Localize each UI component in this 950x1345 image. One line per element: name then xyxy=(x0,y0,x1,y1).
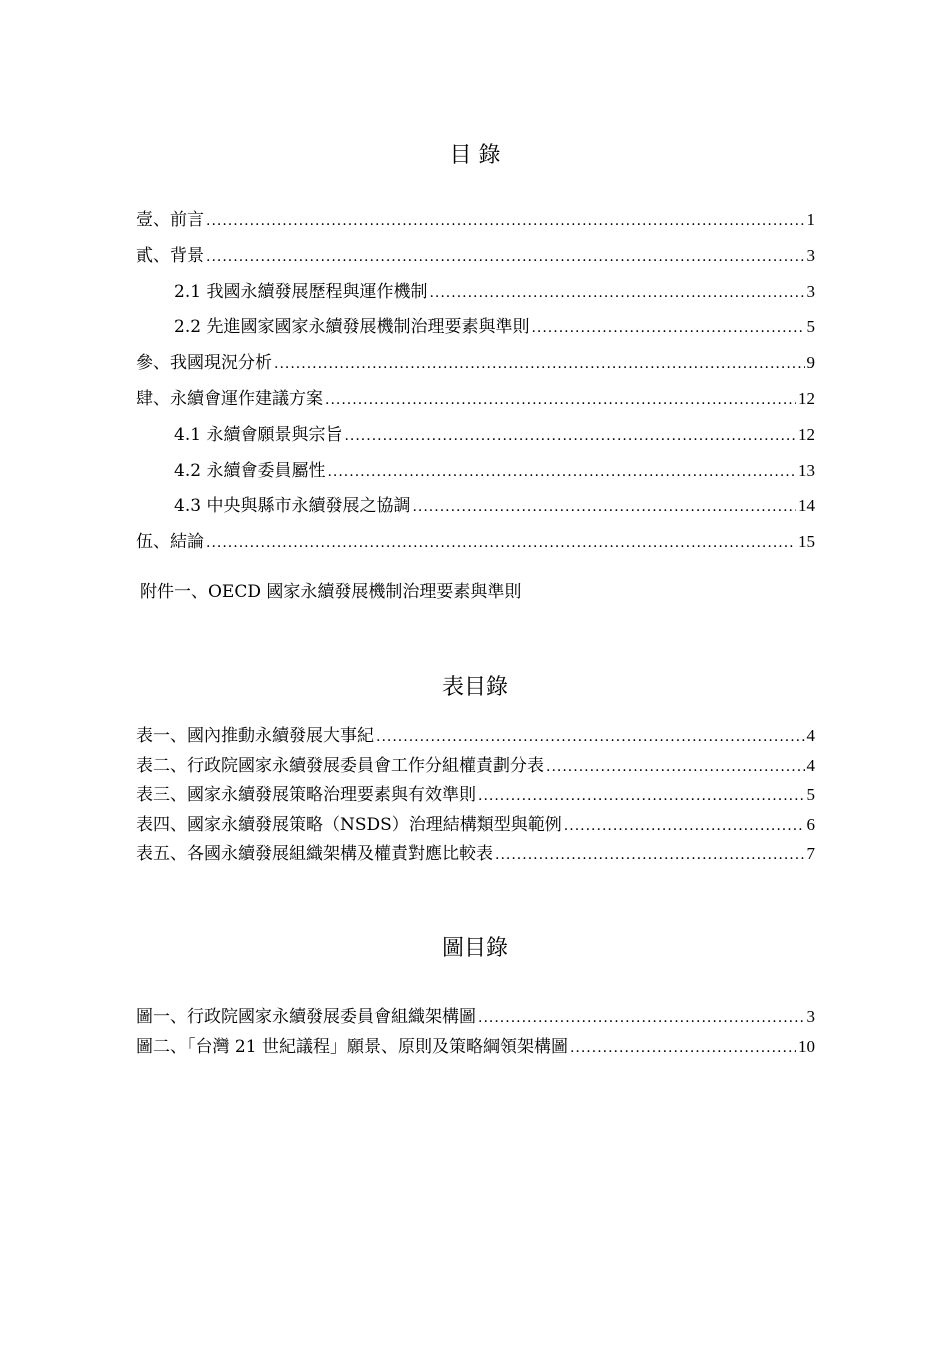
toc-entry-page: 13 xyxy=(798,460,815,480)
toc-entry[interactable] xyxy=(136,418,815,454)
toc-entry-page: 9 xyxy=(806,353,815,373)
dot-leader xyxy=(412,491,796,525)
toc-entry[interactable] xyxy=(136,310,815,346)
table-entry[interactable] xyxy=(136,781,815,811)
dot-leader xyxy=(206,205,805,239)
dot-leader xyxy=(325,384,796,418)
dot-leader xyxy=(495,842,805,870)
table-entry-page: 5 xyxy=(806,785,815,804)
toc-list xyxy=(136,203,815,561)
toc-entry-label: 肆、永續會運作建議方案 xyxy=(136,388,323,409)
toc-entry-page: 5 xyxy=(806,317,815,337)
table-entry[interactable] xyxy=(136,752,815,782)
figure-entry-label: 圖一、行政院國家永續發展委員會組織架構圖 xyxy=(136,1007,476,1027)
dot-leader xyxy=(206,241,805,275)
toc-entry-page: 12 xyxy=(798,388,815,408)
table-entry-page: 7 xyxy=(806,844,815,863)
dot-leader xyxy=(478,783,805,811)
toc-entry[interactable] xyxy=(136,203,815,239)
toc-entry-label: 4.2 永續會委員屬性 xyxy=(174,460,326,481)
toc-entry-label: 貳、背景 xyxy=(136,245,204,266)
figure-list xyxy=(136,1003,815,1062)
dot-leader xyxy=(344,420,796,454)
table-entry-page: 4 xyxy=(806,726,815,745)
table-entry-label: 表四、國家永續發展策略（NSDS）治理結構類型與範例 xyxy=(136,814,562,835)
dot-leader xyxy=(570,1035,796,1063)
toc-entry-label: 伍、結論 xyxy=(136,532,204,553)
toc-entry-page: 3 xyxy=(806,281,815,301)
toc-entry[interactable] xyxy=(136,382,815,418)
table-entry[interactable] xyxy=(136,811,815,841)
table-entry-label: 表二、行政院國家永續發展委員會工作分組權責劃分表 xyxy=(136,755,544,776)
figure-entry-page: 3 xyxy=(806,1007,815,1026)
figure-entry[interactable] xyxy=(136,1033,815,1063)
table-entry-page: 6 xyxy=(806,814,815,834)
toc-entry-page: 14 xyxy=(798,496,815,516)
dot-leader xyxy=(531,312,804,346)
figure-entry[interactable] xyxy=(136,1003,815,1033)
figure-list-title: 圖目錄 xyxy=(441,936,508,961)
dot-leader xyxy=(546,754,805,782)
table-list-title: 表目錄 xyxy=(441,675,508,700)
table-entry-page: 4 xyxy=(806,755,815,775)
dot-leader xyxy=(327,456,796,490)
toc-entry-label: 4.3 中央與縣市永續發展之協調 xyxy=(174,496,411,517)
table-entry-label: 表一、國內推動永續發展大事紀 xyxy=(136,726,374,746)
dot-leader xyxy=(376,724,805,752)
figure-entry-label: 圖二、「台灣 21 世紀議程」願景、原則及策略綱領架構圖 xyxy=(136,1036,568,1057)
toc-entry[interactable] xyxy=(136,275,815,311)
toc-entry[interactable] xyxy=(136,525,815,561)
table-entry[interactable] xyxy=(136,840,815,870)
table-entry-label: 表三、國家永續發展策略治理要素與有效準則 xyxy=(136,785,476,805)
toc-entry[interactable] xyxy=(136,454,815,490)
toc-entry-label: 壹、前言 xyxy=(136,210,204,230)
dot-leader xyxy=(274,348,805,382)
table-list xyxy=(136,722,815,870)
toc-title: 目 錄 xyxy=(449,143,501,168)
table-entry[interactable] xyxy=(136,722,815,752)
toc-entry-label: 2.2 先進國家國家永續發展機制治理要素與準則 xyxy=(174,317,530,338)
toc-entry-label: 2.1 我國永續發展歷程與運作機制 xyxy=(174,281,428,302)
appendix-entry[interactable]: 附件一、OECD 國家永續發展機制治理要素與準則 xyxy=(140,582,522,602)
table-entry-label: 表五、各國永續發展組織架構及權責對應比較表 xyxy=(136,844,493,864)
dot-leader xyxy=(478,1005,805,1033)
dot-leader xyxy=(564,813,805,841)
toc-entry[interactable] xyxy=(136,346,815,382)
toc-entry[interactable] xyxy=(136,489,815,525)
toc-entry-label: 4.1 永續會願景與宗旨 xyxy=(174,424,343,445)
toc-entry-page: 12 xyxy=(798,424,815,444)
dot-leader xyxy=(429,277,804,311)
toc-entry-page: 3 xyxy=(806,245,815,265)
toc-entry[interactable] xyxy=(136,239,815,275)
dot-leader xyxy=(206,527,796,561)
toc-entry-label: 參、我國現況分析 xyxy=(136,353,272,374)
toc-entry-page: 15 xyxy=(798,532,815,552)
figure-entry-page: 10 xyxy=(798,1036,815,1056)
toc-entry-page: 1 xyxy=(806,210,815,229)
